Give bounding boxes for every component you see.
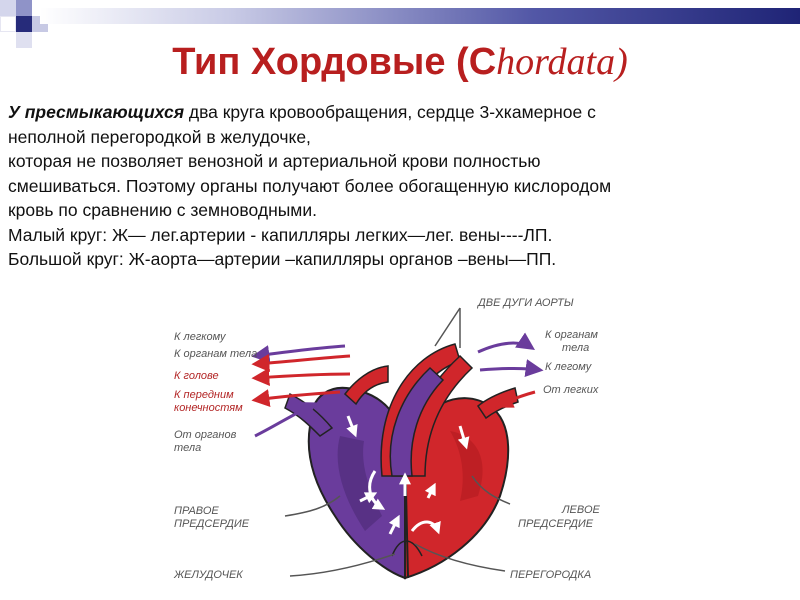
label-to-front-limbs-2: конечностям (174, 402, 243, 414)
header-gradient-bar (40, 8, 800, 24)
paragraph-text: два круга кровообращения, сердце 3-хкамерное с (184, 102, 596, 122)
label-left-atrium-2: ПРЕДСЕРДИЕ (518, 518, 594, 530)
slide-body-text (8, 100, 793, 272)
label-to-lung-right: К легому (545, 361, 592, 373)
paragraph-line: кровь по сравнению с земноводными. (8, 200, 317, 220)
label-ventricle: ЖЕЛУДОЧЕК (174, 569, 243, 581)
title-main: Тип Хордовые (С (172, 41, 497, 83)
arrow-to-organs-right (478, 343, 532, 352)
label-to-head: К голове (174, 370, 219, 382)
heart-diagram (160, 286, 640, 590)
label-to-front-limbs: К передним (174, 389, 234, 401)
label-left-atrium: ЛЕВОЕ (562, 504, 600, 516)
label-from-lungs: От легких (543, 384, 599, 396)
big-circle-text: Большой круг: Ж-аорта—артерии –капилляры органов –вены—ПП. (8, 249, 557, 269)
label-septum: ПЕРЕГОРОДКА (510, 569, 592, 581)
small-circle-text: Малый круг: Ж— лег.артерии - капилляры легких—лег. вены----ЛП. (8, 224, 553, 245)
arrow-to-head (255, 374, 350, 378)
paragraph-line: неполной перегородкой в желудочке, (8, 126, 311, 147)
label-from-organs-2: тела (174, 442, 202, 454)
label-to-organs-right-2: тела (562, 342, 590, 354)
label-to-organs-right: К органам (545, 329, 598, 341)
label-from-organs: От органов (174, 429, 237, 441)
label-right-atrium-2: ПРЕДСЕРДИЕ (174, 518, 250, 530)
label-right-atrium: ПРАВОЕ (174, 505, 219, 517)
decor-square (0, 16, 16, 32)
label-aortic-arches: ДВЕ ДУГИ АОРТЫ (478, 297, 574, 309)
arrow-to-lung-left (255, 346, 345, 356)
arrow-to-organs-body (255, 356, 350, 364)
slide-title (0, 40, 800, 84)
paragraph-line (8, 100, 793, 125)
label-to-lung-left: К легкому (174, 331, 226, 343)
paragraph-line: смешиваться. Поэтому органы получают более обогащенную кислородом (8, 175, 612, 196)
decor-square (16, 16, 32, 32)
decor-square (0, 0, 16, 16)
paragraph-line: которая не позволяет венозной и артериальной крови полностью (8, 151, 541, 171)
label-to-organs-body: К органам тела (174, 348, 258, 360)
arrow-to-lung-right (480, 369, 540, 371)
paragraph-lead: У пресмыкающихся (8, 102, 184, 122)
title-latin: hordata) (496, 41, 628, 83)
decor-square (16, 0, 32, 16)
